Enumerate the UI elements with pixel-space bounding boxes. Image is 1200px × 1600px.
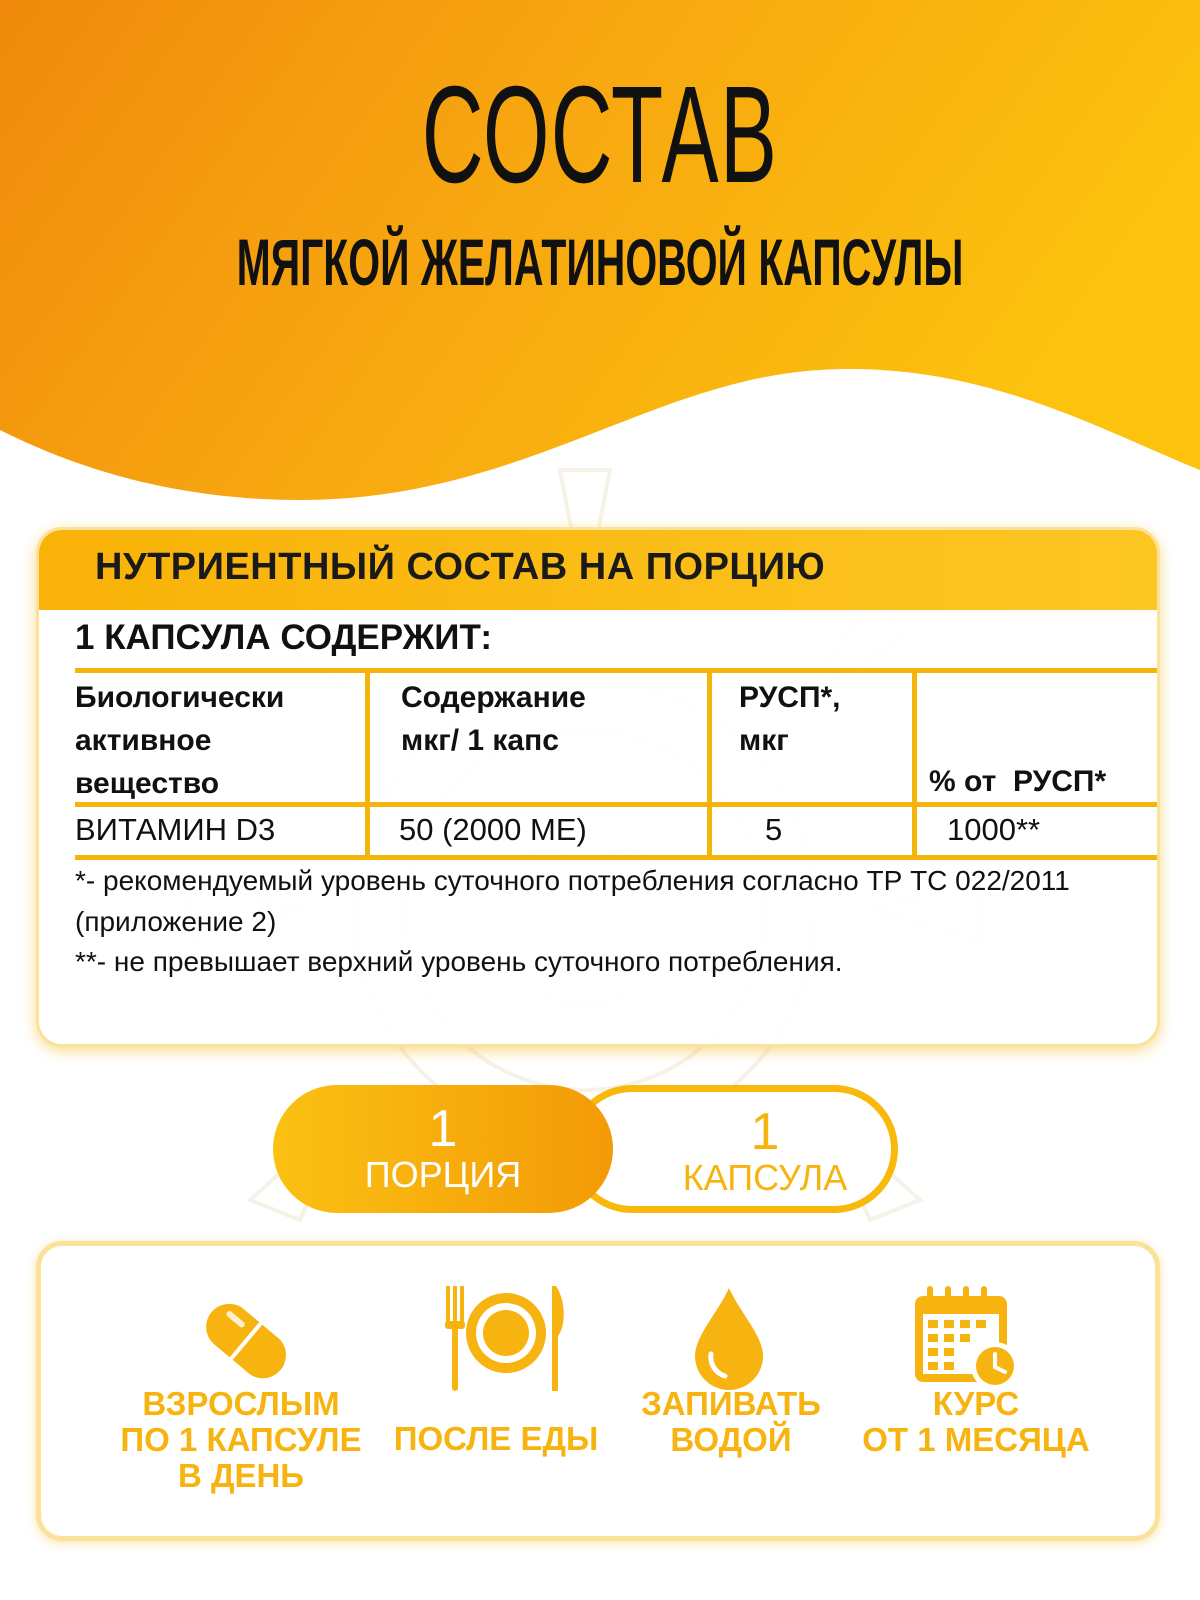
table-divider-1 xyxy=(365,668,370,860)
nutrient-card-header xyxy=(39,530,1157,610)
usage-caption-water: ЗАПИВАТЬ ВОДОЙ xyxy=(641,1385,821,1458)
water-drop-icon xyxy=(689,1284,769,1394)
table-cell-content: 50 (2000 МЕ) xyxy=(399,812,587,847)
portion-label: ПОРЦИЯ xyxy=(364,1154,522,1195)
table-header-content: Содержание мкг/ 1 капс xyxy=(401,681,586,757)
table-divider-2 xyxy=(707,668,712,860)
usage-card xyxy=(36,1241,1160,1541)
table-header-substance: Биологически активное вещество xyxy=(75,681,285,800)
nutrient-card-heading: НУТРИЕНТНЫЙ СОСТАВ НА ПОРЦИЮ xyxy=(95,546,826,588)
contains-label: 1 КАПСУЛА СОДЕРЖИТ: xyxy=(75,618,493,657)
capsule-icon xyxy=(191,1286,301,1396)
calendar-clock-icon xyxy=(911,1284,1026,1396)
table-cell-percent: 1000** xyxy=(947,812,1041,847)
table-cell-rusp: 5 xyxy=(765,812,783,847)
table-header-rusp: РУСП*, мкг xyxy=(739,681,841,757)
plate-cutlery-icon xyxy=(436,1281,576,1396)
capsule-number: 1 xyxy=(750,1103,780,1161)
page-subtitle: МЯГКОЙ ЖЕЛАТИНОВОЙ КАПСУЛЫ xyxy=(236,225,964,299)
usage-caption-dosage: ВЗРОСЛЫМ ПО 1 КАПСУЛЕ В ДЕНЬ xyxy=(120,1385,362,1494)
table-cell-substance: ВИТАМИН D3 xyxy=(75,812,276,847)
usage-caption-after-meal: ПОСЛЕ ЕДЫ xyxy=(393,1420,599,1457)
capsule-pill xyxy=(568,1085,898,1213)
table-divider-3 xyxy=(912,668,917,860)
table-line-top xyxy=(75,668,1160,673)
usage-caption-course: КУРС ОТ 1 МЕСЯЦА xyxy=(862,1385,1090,1458)
footnote-upper-limit: **- не превышает верхний уровень суточного потребления. xyxy=(75,946,843,977)
table-header-percent: % от РУСП* xyxy=(929,765,1107,798)
portion-pill xyxy=(273,1085,613,1213)
portion-number: 1 xyxy=(428,1100,458,1158)
footnote-rusp: *- рекомендуемый уровень суточного потребления согласно ТР ТС 022/2011 (приложение 2) xyxy=(75,865,1070,937)
nutrient-card xyxy=(36,527,1160,1047)
capsule-label: КАПСУЛА xyxy=(682,1157,848,1198)
page-title: СОСТАВ xyxy=(421,58,779,212)
